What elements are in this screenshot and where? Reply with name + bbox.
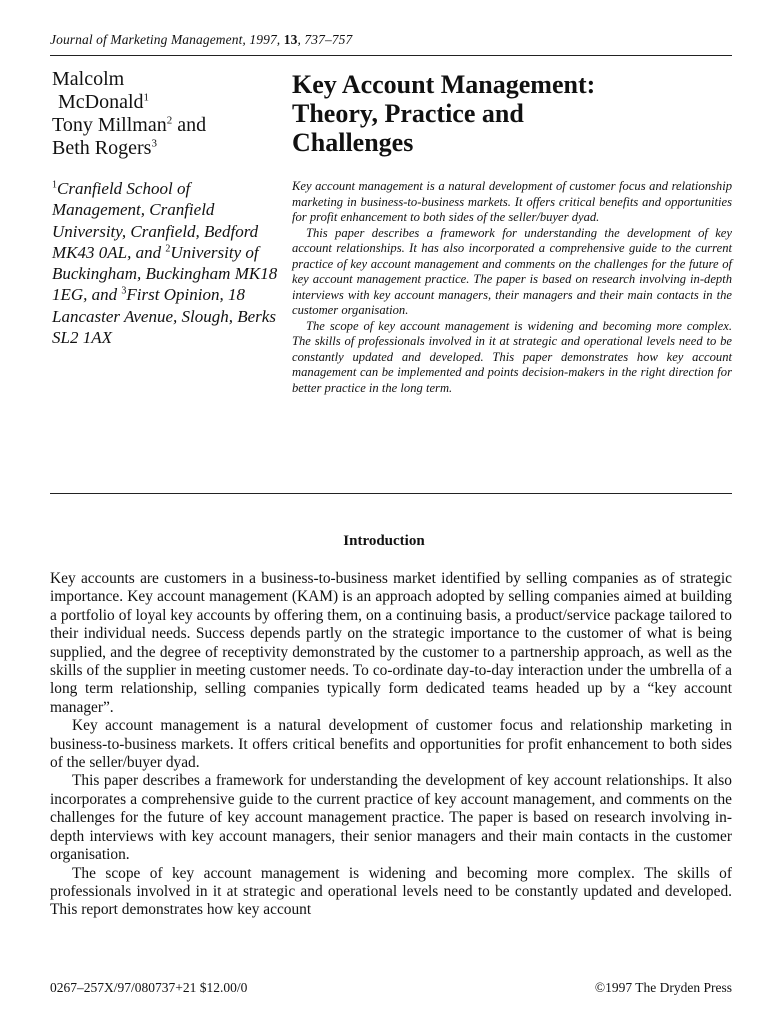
journal-volume: 13 — [283, 32, 298, 47]
journal-pages: , 737–757 — [297, 32, 353, 47]
author-line-3: Tony Millman$^2$ and — [52, 114, 207, 136]
journal-year: 1997, — [245, 32, 284, 47]
body-paragraph-3: This paper describes a framework for understanding the development of key account relationships. It also incorporates a comprehensive guide to the current practice of key account management, and comments on the challenges for the future of key account management practice. The paper is based on research involving in-depth interviews with key account managers, their senior managers and their main contacts in the customer organisation. — [50, 772, 732, 864]
author-sup-1: 1 — [143, 91, 150, 104]
author-line-1: Malcolm — [52, 68, 125, 90]
journal-name: Journal of Marketing Management, — [50, 32, 246, 47]
footer-issn: 0267–257X/97/080737+21 $12.00/0 — [50, 980, 248, 995]
footer-copyright: ©1997 The Dryden Press — [594, 980, 732, 995]
title-line-3: Challenges — [292, 128, 414, 157]
top-rule — [50, 55, 732, 56]
body-text — [50, 570, 732, 920]
affil-sup-1: 1 — [52, 179, 57, 191]
author-line-2: McDonald$^1$ — [58, 91, 150, 113]
author-sup-3: 3 — [151, 137, 157, 150]
running-head — [50, 32, 352, 48]
title-line-2: Theory, Practice and — [292, 99, 524, 128]
section-rule — [50, 493, 732, 494]
affil-sup-3: 3 — [121, 285, 127, 297]
paper-title — [292, 70, 732, 157]
abstract-paragraph-1: Key account management is a natural development of customer focus and relationship marketing in business-to-business markets. It offers critical benefits and opportunities for profit enhancement to both sides of the seller/buyer dyad. — [292, 179, 732, 224]
abstract — [292, 179, 732, 396]
body-paragraph-4: The scope of key account management is widening and becoming more complex. The skills of professionals involved in it at strategic and operational levels need to be constantly updated and developed. This report demonstrates how key account — [50, 864, 732, 919]
author-affiliations: $^1$Cranfield School of Management, Cranfield University, Cranfield, Bedford MK43 0AL, and $^2$University of Buckingham, Buckingham MK18 1EG, and $^3$First Opinion, 18 Lancaster Avenue, Slough, Berks SL2 1AX — [52, 179, 278, 348]
abstract-paragraph-3: The scope of key account management is widening and becoming more complex. The skills of professionals involved in it at strategic and operational levels need to be constantly updated and developed. This paper demonstrates how key account management can be implemented and points decision-makers in the right direction for better practice in the long term. — [292, 318, 732, 395]
abstract-paragraph-2: This paper describes a framework for understanding the development of key account relationships. It has also incorporated a comprehensive guide to the current practice of key account management and comments on the challenges for the future of key account management practice. The paper is based on research involving in-depth interviews with key account managers, their managers and their main contacts in the customer organisation. — [292, 225, 732, 317]
author-line-4: Beth Rogers$^3$ — [52, 137, 157, 159]
body-paragraph-1: Key accounts are customers in a business-to-business market identified by selling companies as of strategic importance. Key account management (KAM) is an approach adopted by selling companies aimed at building a portfolio of loyal key accounts by offering them, on a continuing basis, a product/service package tailored to their individual needs. Success depends partly on the strategic importance to the customer of what is being supplied, and the degree of receptivity demonstrated by the customer to a partnership approach, as well as the skills of the supplier in meeting customer needs. To co-ordinate day-to-day interaction under the umbrella of a long term relationship, selling companies typically form dedicated teams headed up by a “key account manager”. — [50, 570, 732, 716]
affil-sup-2: 2 — [165, 243, 171, 255]
body-paragraph-2: Key account management is a natural development of customer focus and relationship marketing in business-to-business markets. It offers critical benefits and opportunities for profit enhancement to both sides of the seller/buyer dyad. — [50, 717, 732, 772]
title-line-1: Key Account Management: — [292, 70, 596, 99]
section-heading: Introduction — [343, 533, 425, 549]
author-sup-2: 2 — [166, 114, 173, 127]
author-list — [52, 68, 282, 160]
